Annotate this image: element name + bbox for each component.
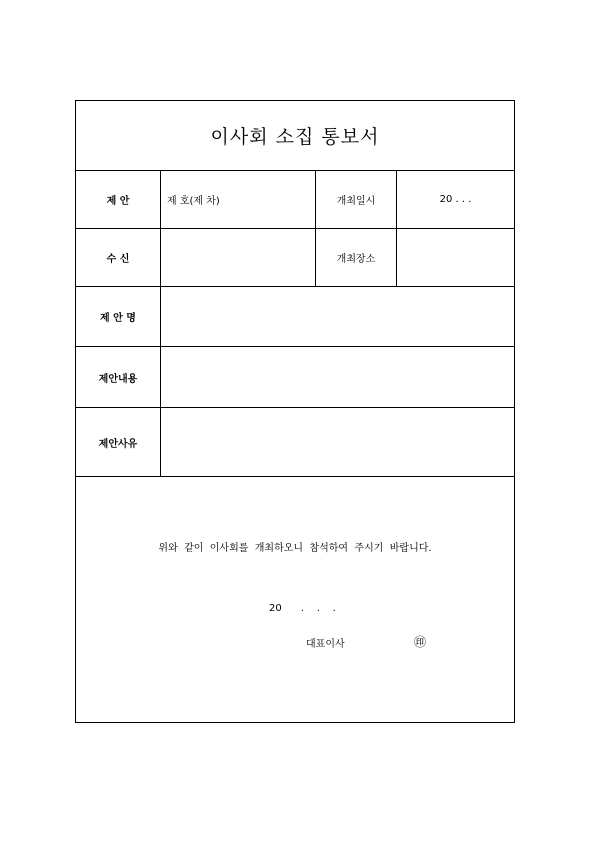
footer-date: 20 . . . (269, 603, 336, 614)
field-meeting-place[interactable] (396, 229, 514, 286)
seal-icon: ㊞ (414, 635, 427, 649)
field-proposal-reason[interactable] (161, 408, 514, 476)
row-proposal-reason (76, 408, 514, 477)
label-proposer: 제 안 (76, 171, 161, 228)
notice-text: 위와 같이 이사회를 개최하오니 참석하여 주시기 바랍니다. (158, 543, 432, 554)
field-proposer[interactable]: 제 호(제 차) (167, 196, 220, 207)
row-proposal-name (76, 287, 514, 347)
label-recipient: 수 신 (76, 229, 161, 286)
field-meeting-date[interactable]: 20 . . . (396, 171, 514, 228)
signer-title: 대표이사 (306, 639, 345, 650)
field-proposal-content[interactable] (161, 347, 514, 407)
notice-form (75, 100, 515, 723)
row-proposer (76, 171, 514, 229)
label-meeting-date: 개최일시 (315, 171, 396, 228)
document-title: 이사회 소집 통보서 (76, 101, 514, 171)
label-meeting-place: 개최장소 (315, 229, 396, 286)
label-proposal-content: 제안내용 (76, 347, 161, 407)
field-proposal-name[interactable] (161, 287, 514, 346)
label-proposal-reason: 제안사유 (76, 408, 161, 476)
row-proposal-content (76, 347, 514, 408)
field-recipient[interactable] (161, 229, 316, 286)
label-proposal-name: 제 안 명 (76, 287, 161, 346)
row-recipient (76, 229, 514, 287)
footer-section (76, 477, 514, 723)
